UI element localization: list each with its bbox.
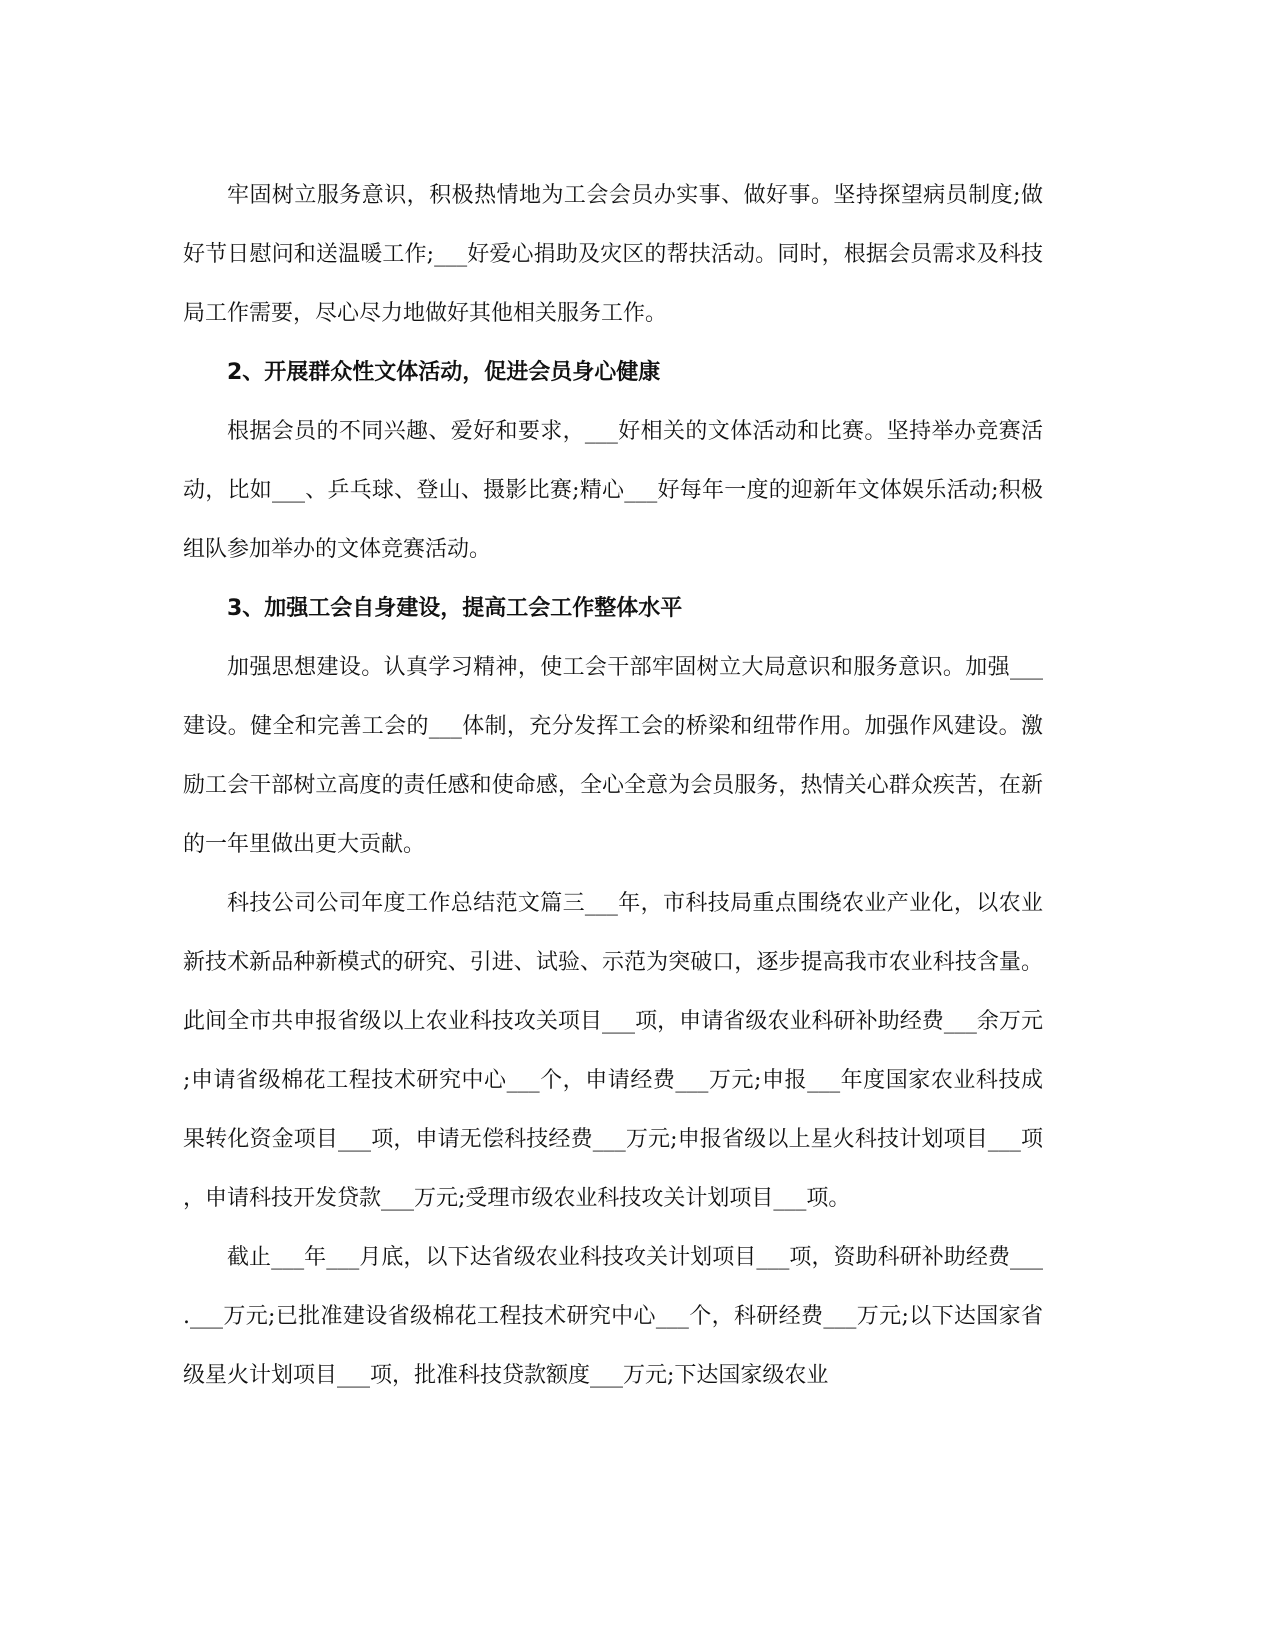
section-heading-union-building: 3、加强工会自身建设，提高工会工作整体水平	[227, 596, 683, 621]
paragraph-annual-summary: 科技公司公司年度工作总结范文篇三___年，市科技局重点围绕农业产业化，以农业新技术新品种新模式的研究、引进、试验、示范为突破口，逐步提高我市农业科技含量。此间全市共申报省级以上农业科技攻关项目___项，申请省级农业科研补助经费___余万元;申请省级棉花工程技术研究中心___个，申请经费___万元;申报___年度国家农业科技成果转化资金项目___项，申请无偿科技经费___万元;申报省级以上星火科技计划项目___项，申请科技开发贷款___万元;受理市级农业科技攻关计划项目___项。	[183, 891, 1043, 1211]
paragraph-union-building: 加强思想建设。认真学习精神，使工会干部牢固树立大局意识和服务意识。加强___建设。健全和完善工会的___体制，充分发挥工会的桥梁和纽带作用。加强作风建设。激励工会干部树立高度的责任感和使命感，全心全意为会员服务，热情关心群众疾苦，在新的一年里做出更大贡献。	[183, 655, 1043, 857]
paragraph-project-status: 截止___年___月底，以下达省级农业科技攻关计划项目___项，资助科研补助经费___.___万元;已批准建设省级棉花工程技术研究中心___个，科研经费___万元;以下达国家省级星火计划项目___项，批准科技贷款额度___万元;下达国家级农业	[183, 1245, 1043, 1388]
document-body	[183, 166, 1043, 1405]
paragraph-cultural-activities: 根据会员的不同兴趣、爱好和要求，___好相关的文体活动和比赛。坚持举办竞赛活动，比如___、乒乓球、登山、摄影比赛;精心___好每年一度的迎新年文体娱乐活动;积极组队参加举办的文体竞赛活动。	[183, 419, 1043, 562]
section-heading-cultural-activities: 2、开展群众性文体活动，促进会员身心健康	[227, 360, 661, 385]
paragraph-service-awareness: 牢固树立服务意识，积极热情地为工会会员办实事、做好事。坚持探望病员制度;做好节日慰问和送温暖工作;___好爱心捐助及灾区的帮扶活动。同时，根据会员需求及科技局工作需要，尽心尽力地做好其他相关服务工作。	[183, 183, 1043, 326]
